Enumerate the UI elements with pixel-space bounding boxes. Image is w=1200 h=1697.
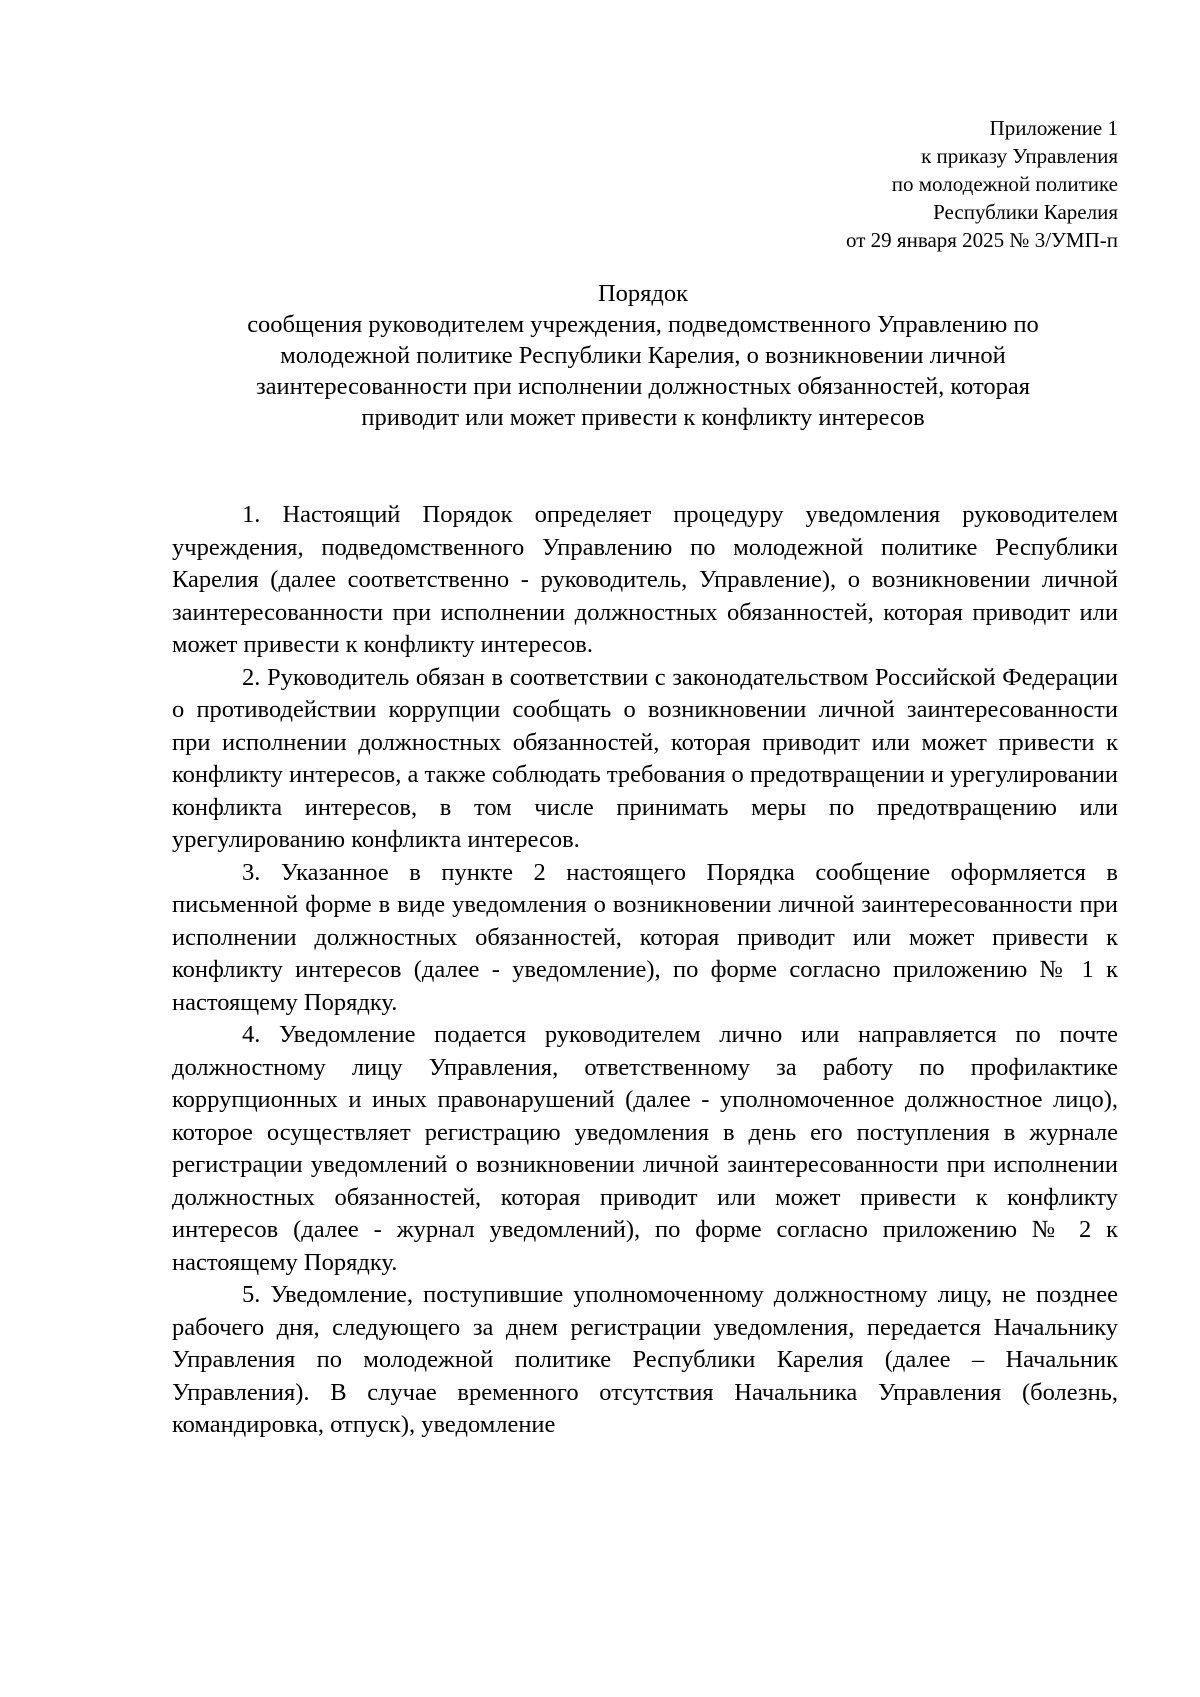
attachment-line-2: к приказу Управления <box>921 144 1118 168</box>
paragraph-4: 4. Уведомление подается руководителем лично или направляется по почте должностному лицу Управления, ответственному за работу по профилактике коррупционных и иных правонарушений (далее - уполномоченное должностное лицо), которое осуществляет регистрацию уведомления в день его поступления в журнале регистрации уведомлений о возникновении личной заинтересованности при исполнении должностных обязанностей, которая приводит или может привести к конфликту интересов (далее - журнал уведомлений), по форме согласно приложению № 2 к настоящему Порядку. <box>172 1021 1118 1276</box>
paragraph-5: 5. Уведомление, поступившие уполномоченному должностному лицу, не позднее рабочего дня, следующего за днем регистрации уведомления, передается Начальнику Управления по молодежной политике Республики Карелия (далее – Начальник Управления). В случае временного отсутствия Начальника Управления (болезнь, командировка, отпуск), уведомление <box>172 1281 1118 1438</box>
title-line-2: молодежной политике Республики Карелия, о возникновении личной <box>280 342 1006 369</box>
title-line-4: приводит или может привести к конфликту интересов <box>361 404 925 431</box>
attachment-line-1: Приложение 1 <box>989 116 1118 140</box>
document-body <box>172 499 1118 1442</box>
title-line-3: заинтересованности при исполнении должностных обязанностей, которая <box>255 373 1030 400</box>
paragraph-1: 1. Настоящий Порядок определяет процедуру уведомления руководителем учреждения, подведомственного Управлению по молодежной политике Республики Карелия (далее соответственно - руководитель, Управление), о возникновении личной заинтересованности при исполнении должностных обязанностей, которая приводит или может привести к конфликту интересов. <box>172 501 1118 658</box>
attachment-line-5: от 29 января 2025 № 3/УМП-п <box>846 228 1118 252</box>
attachment-header <box>518 114 1118 254</box>
paragraph-2: 2. Руководитель обязан в соответствии с законодательством Российской Федерации о противодействии коррупции сообщать о возникновении личной заинтересованности при исполнении должностных обязанностей, которая приводит или может привести к конфликту интересов, а также соблюдать требования о предотвращении и урегулировании конфликта интересов, в том числе принимать меры по предотвращению или урегулированию конфликта интересов. <box>172 663 1118 853</box>
title-line-1: сообщения руководителем учреждения, подведомственного Управлению по <box>247 311 1039 338</box>
title-heading: Порядок <box>597 280 689 307</box>
paragraph-3: 3. Указанное в пункте 2 настоящего Порядка сообщение оформляется в письменной форме в виде уведомления о возникновении личной заинтересованности при исполнении должностных обязанностей, которая приводит или может привести к конфликту интересов (далее - уведомление), по форме согласно приложению № 1 к настоящему Порядку. <box>172 858 1118 1016</box>
attachment-line-4: Республики Карелия <box>933 200 1118 224</box>
document-title <box>168 278 1118 433</box>
attachment-line-3: по молодежной политике <box>891 172 1118 196</box>
